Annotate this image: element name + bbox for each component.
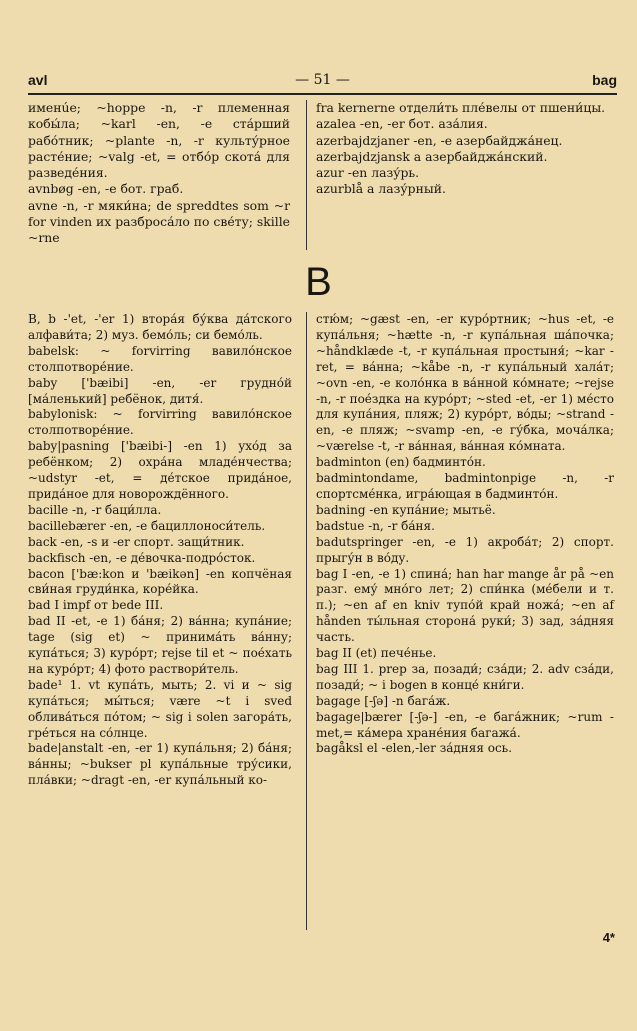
header-left-guide-word: avl xyxy=(28,72,48,88)
entry: bade¹ 1. vt купа́ть, мыть; 2. vi и ~ sig купа́ться; мы́ться; være ~t i sved облива́ться по́том; ~ sig i solen загора́ть, гре́ться на со́лнце. xyxy=(28,677,292,740)
entry: babylonisk: ~ forvirring вавило́нское столпотворе́ние. xyxy=(28,407,292,438)
entry: bacille -n, -r баци́лла. xyxy=(28,502,162,517)
entry: baby ['bæibi] -en, -er грудно́й [ма́ленький] ребёнок, дитя́. xyxy=(28,375,292,406)
header-right-guide-word: bag xyxy=(592,72,617,88)
entry: badning -en купа́ние; мытьё. xyxy=(316,502,496,517)
entry: bacon ['bæ:kon и 'bæikən] -en копчёная сви́ная груди́нка, коре́йка. xyxy=(28,566,292,597)
entry: bad II -et, -e 1) ба́ня; 2) ва́нна; купа́ние; tage (sig et) ~ принима́ть ва́нну; купа́ться; 3) куро́рт; rejse til et ~ пое́хать на куро́рт; 4) фото раствори́тель. xyxy=(28,614,292,676)
entry: azerbajdzjaner -en, -e азербайджа́нец. xyxy=(316,132,563,148)
entry: azerbajdzjansk a азербайджа́нский. xyxy=(316,148,548,164)
column-divider-top xyxy=(306,100,307,250)
entry: bagage [-ʃə] -n бага́ж. xyxy=(316,693,451,708)
entry: backfisch -en, -e де́вочка-подро́сток. xyxy=(28,550,256,565)
entry: badstue -n, -r ба́ня. xyxy=(316,518,435,533)
entry: azur -en лазу́рь. xyxy=(316,165,420,181)
column-divider-main xyxy=(306,312,307,930)
top-left-column xyxy=(28,100,290,247)
entry: bade|anstalt -en, -er 1) купа́льня; 2) ба́ня; ва́нны; ~bukser pl купа́льные тру́сики, пла́вки; ~dragt -en, -er купа́льный ко- xyxy=(28,741,292,788)
entry: back -en, -s и -er спорт. защи́тник. xyxy=(28,534,245,549)
entry: azalea -en, -er бот. аза́лия. xyxy=(316,116,488,132)
signature-mark: 4* xyxy=(602,930,615,945)
entry: bag I -en, -e 1) спина́; han har mange år på ~en разг. ему́ мно́го лет; 2) спи́нка (ме́бели и т. п.); ~en af en kniv тупо́й край ножа́; ~en af hånden ты́льная сторона́ руки́; 3) зад, за́дняя часть. xyxy=(316,566,614,645)
entry: B, b -'et, -'er 1) втора́я бу́ква да́тского алфави́та; 2) муз. бемо́ль; си бемо́ль. xyxy=(28,312,292,342)
entry: bag III 1. prep за, позади́; сза́ди; 2. adv сза́ди, позади́; ~ i bogen в конце́ кни́ги. xyxy=(316,661,614,692)
main-left-column xyxy=(28,312,292,789)
entry: fra kernerne отдели́ть пле́велы от пшени́цы. xyxy=(316,100,606,115)
entry: babelsk: ~ forvirring вавило́нское столпотворе́ние. xyxy=(28,343,292,374)
entry: bag II (et) пече́нье. xyxy=(316,646,437,661)
entry: bagage|bærer [-ʃə-] -en, -e бага́жник; ~rum -met,= ка́мера хране́ния багажа́. xyxy=(316,709,614,740)
entry: badmintondame, badmintonpige -n, -r спортсме́нка, игра́ющая в бадминто́н. xyxy=(316,471,614,501)
entry: bad I impf от bede III. xyxy=(28,598,164,613)
entry: avne -n, -r мяки́на; de spreddtes som ~r for vinden их разброса́ло по све́ту; skille ~rne xyxy=(28,197,290,246)
entry: стю́м; ~gæst -en, -er куро́ртник; ~hus -et, -e купа́льня; ~hætte -n, -r купа́льная ша́почка; ~håndklæde -t, -r купа́льная простыня́; ~kar -ret, = ва́нна; ~kåbe -n, -r купа́льный хала́т; ~ovn -en, -e коло́нка в ва́нной ко́мнате; ~rejse -n, -r пое́здка на куро́рт; ~sted -et, -er 1) ме́сто для купа́ния, пляж; 2) куро́рт, во́ды; ~strand -en, -e пляж; ~svamp -en, -e гу́бка, моча́лка; ~værelse -t, -r ва́нная, ва́нная ко́мната. xyxy=(316,312,614,454)
header-rule xyxy=(28,93,617,95)
section-letter: B xyxy=(305,260,332,304)
entry: azurblå a лазу́рный. xyxy=(316,181,446,197)
entry: badutspringer -en, -e 1) акроба́т; 2) спорт. прыгу́н в во́ду. xyxy=(316,534,614,565)
main-right-column xyxy=(316,312,614,757)
entry: badminton (en) бадминто́н. xyxy=(316,455,486,470)
entry: именúе; ~hoppe -n, -r племенная кобы́ла; ~karl -en, -e ста́рший рабо́тник; ~plante -n, -r культу́рное расте́ние; ~valg -et, = отбо́р скота́ для разведе́ния. xyxy=(28,100,290,181)
entry: bacillebærer -en, -e бациллоноси́тель. xyxy=(28,518,266,533)
page-number: — 51 — xyxy=(295,72,350,88)
running-header xyxy=(28,72,617,94)
top-right-column xyxy=(316,100,614,198)
entry: avnbøg -en, -e бот. граб. xyxy=(28,181,184,197)
entry: bagåksl el -elen,-ler за́дняя ось. xyxy=(316,741,513,756)
entry: baby|pasning ['bæibi-] -en 1) ухо́д за ребёнком; 2) охра́на младе́нчества; ~udstyr -et, = де́тское прида́ное, прида́ное для новорождённого. xyxy=(28,439,292,501)
